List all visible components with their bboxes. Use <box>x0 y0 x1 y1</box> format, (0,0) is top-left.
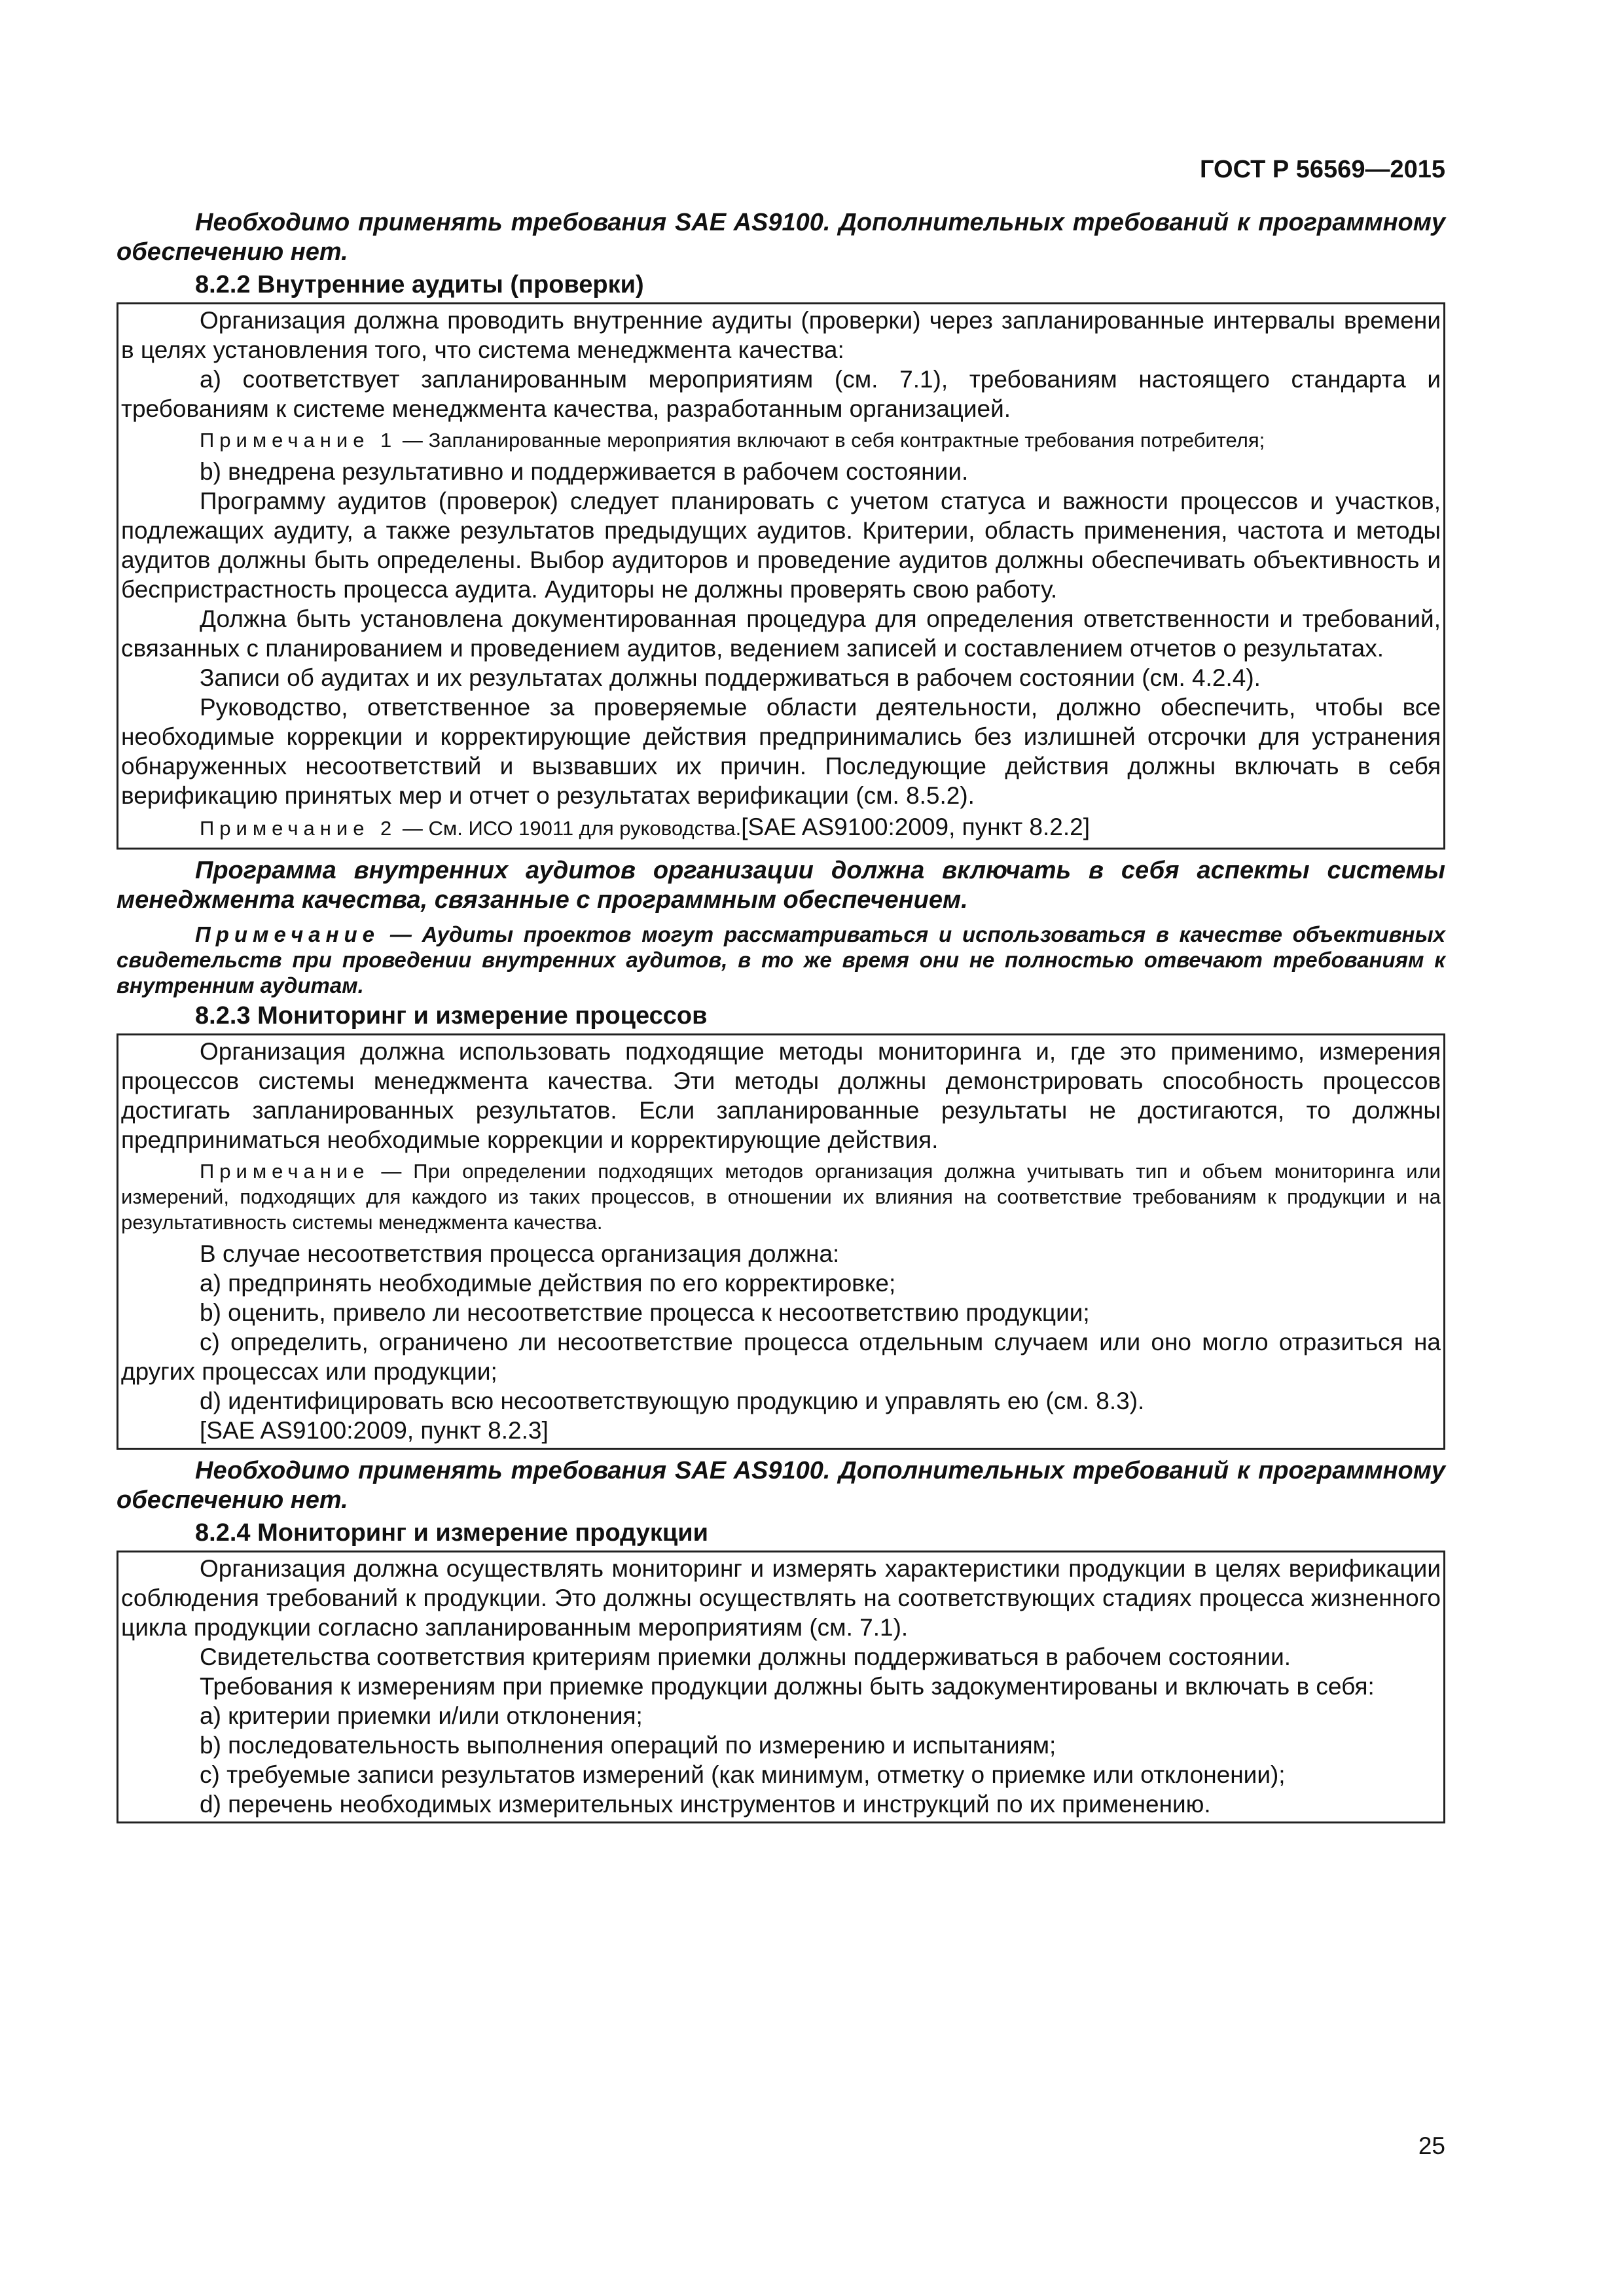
list-item-b: b) внедрена результативно и поддерживается в рабочем состоянии. <box>200 458 969 485</box>
software-note <box>117 922 1445 998</box>
list-item-a: a) предпринять необходимые действия по его корректировке; <box>200 1270 896 1297</box>
page-content <box>117 208 1445 1830</box>
note-2 <box>121 814 1441 841</box>
section-title-8-2-4: 8.2.4 Мониторинг и измерение продукции <box>195 1519 708 1547</box>
note-label: Примечание <box>200 1160 370 1183</box>
page-number: 25 <box>1418 2132 1445 2159</box>
list-item-d: d) идентифицировать всю несоответствующую продукцию и управлять ею (см. 8.3). <box>200 1388 1145 1414</box>
note-label: Примечание <box>195 922 380 946</box>
quoted-requirements-box-8-2-4 <box>117 1551 1445 1823</box>
section-title-8-2-2: 8.2.2 Внутренние аудиты (проверки) <box>195 271 644 298</box>
document-header: ГОСТ Р 56569—2015 <box>1200 156 1445 183</box>
list-item-a: a) соответствует запланированным мероприятиям (см. 7.1), требованиям настоящего стандарта и требованиям к системе менеджмента качества, разработанным организацией. <box>121 366 1441 422</box>
paragraph: Требования к измерениям при приемке продукции должны быть задокументированы и включать в себя: <box>200 1673 1375 1700</box>
paragraph: Организация должна проводить внутренние аудиты (проверки) через запланированные интервалы времени в целях установления того, что система менеджмента качества: <box>121 307 1441 363</box>
paragraph: Организация должна осуществлять мониторинг и измерять характеристики продукции в целях верификации соблюдения требований к продукции. Это должны осуществлять на соответствующих стадиях процесса жизненного цикла продукции согласно запланированным мероприятиям (см. 7.1). <box>121 1555 1441 1641</box>
paragraph: Записи об аудитах и их результатах должны поддерживаться в рабочем состоянии (см. 4.2.4). <box>200 664 1261 691</box>
software-requirements-statement: Необходимо применять требования SAE AS9100. Дополнительных требований к программному обеспечению нет. <box>117 1457 1445 1514</box>
paragraph: Руководство, ответственное за проверяемые области деятельности, должно обеспечить, чтобы все необходимые коррекции и корректирующие действия предпринимались без излишней отсрочки для устранения обнаруженных несоответствий и вызвавших их причин. Последующие действия должны включать в себя верификацию принятых мер и отчет о результатах верификации (см. 8.5.2). <box>121 694 1441 809</box>
paragraph: Свидетельства соответствия критериям приемки должны поддерживаться в рабочем состоянии. <box>200 1643 1291 1670</box>
quoted-requirements-box-8-2-2 <box>117 302 1445 850</box>
list-item-b: b) последовательность выполнения операций по измерению и испытаниям; <box>200 1732 1056 1759</box>
list-item-a: a) критерии приемки и/или отклонения; <box>200 1702 643 1729</box>
quoted-requirements-box-8-2-3 <box>117 1033 1445 1450</box>
note-label: Примечание 1 <box>200 429 397 452</box>
note-text: — Аудиты проектов могут рассматриваться и использоваться в качестве объективных свидетельств при проведении внутренних аудитов, в то же время они не полностью отвечают требованиям к внутренним аудитам. <box>117 922 1445 997</box>
list-item-c: c) определить, ограничено ли несоответствие процесса отдельным случаем или оно могло отразиться на других процессах или продукции; <box>121 1329 1441 1385</box>
paragraph: В случае несоответствия процесса организация должна: <box>200 1240 840 1267</box>
note-text: — Запланированные мероприятия включают в себя контрактные требования потребителя; <box>397 429 1265 452</box>
document-page <box>117 0 1445 2296</box>
list-item-c: c) требуемые записи результатов измерений (как минимум, отметку о приемке или отклонении); <box>200 1761 1286 1788</box>
paragraph: Должна быть установлена документированная процедура для определения ответственности и требований, связанных с планированием и проведением аудитов, ведением записей и составлением отчетов о результатах. <box>121 605 1441 662</box>
paragraph: Программу аудитов (проверок) следует планировать с учетом статуса и важности процессов и участков, подлежащих аудиту, а также результатов предыдущих аудитов. Критерии, область применения, частота и методы аудитов должны быть определены. Выбор аудиторов и проведение аудитов должны обеспечивать объективность и беспристрастность процесса аудита. Аудиторы не должны проверять свою работу. <box>121 488 1441 603</box>
list-item-b: b) оценить, привело ли несоответствие процесса к несоответствию продукции; <box>200 1299 1090 1326</box>
note-text: — При определении подходящих методов организация должна учитывать тип и объем мониторинга или измерений, подходящих для каждого из таких процессов, в отношении их влияния на соответствие требованиям к продукции и на результативность системы менеджмента качества. <box>121 1160 1441 1234</box>
section-title-8-2-3: 8.2.3 Мониторинг и измерение процессов <box>195 1002 708 1030</box>
source-reference: [SAE AS9100:2009, пункт 8.2.2] <box>741 814 1090 840</box>
note <box>121 1158 1441 1235</box>
software-audit-requirement: Программа внутренних аудитов организации должна включать в себя аспекты системы менеджмента качества, связанные с программным обеспечением. <box>117 857 1445 914</box>
note-text: — См. ИСО 19011 для руководства. <box>397 817 742 840</box>
note-1 <box>121 427 1441 453</box>
list-item-d: d) перечень необходимых измерительных инструментов и инструкций по их применению. <box>200 1791 1211 1818</box>
source-reference: [SAE AS9100:2009, пункт 8.2.3] <box>200 1417 549 1444</box>
paragraph: Организация должна использовать подходящие методы мониторинга и, где это применимо, измерения процессов системы менеджмента качества. Эти методы должны демонстрировать способность процессов достигать запланированных результатов. Если запланированные результаты не достигаются, то должны предприниматься необходимые коррекции и корректирующие действия. <box>121 1038 1441 1153</box>
note-label: Примечание 2 <box>200 817 397 840</box>
software-requirements-statement: Необходимо применять требования SAE AS9100. Дополнительных требований к программному обеспечению нет. <box>117 209 1445 266</box>
